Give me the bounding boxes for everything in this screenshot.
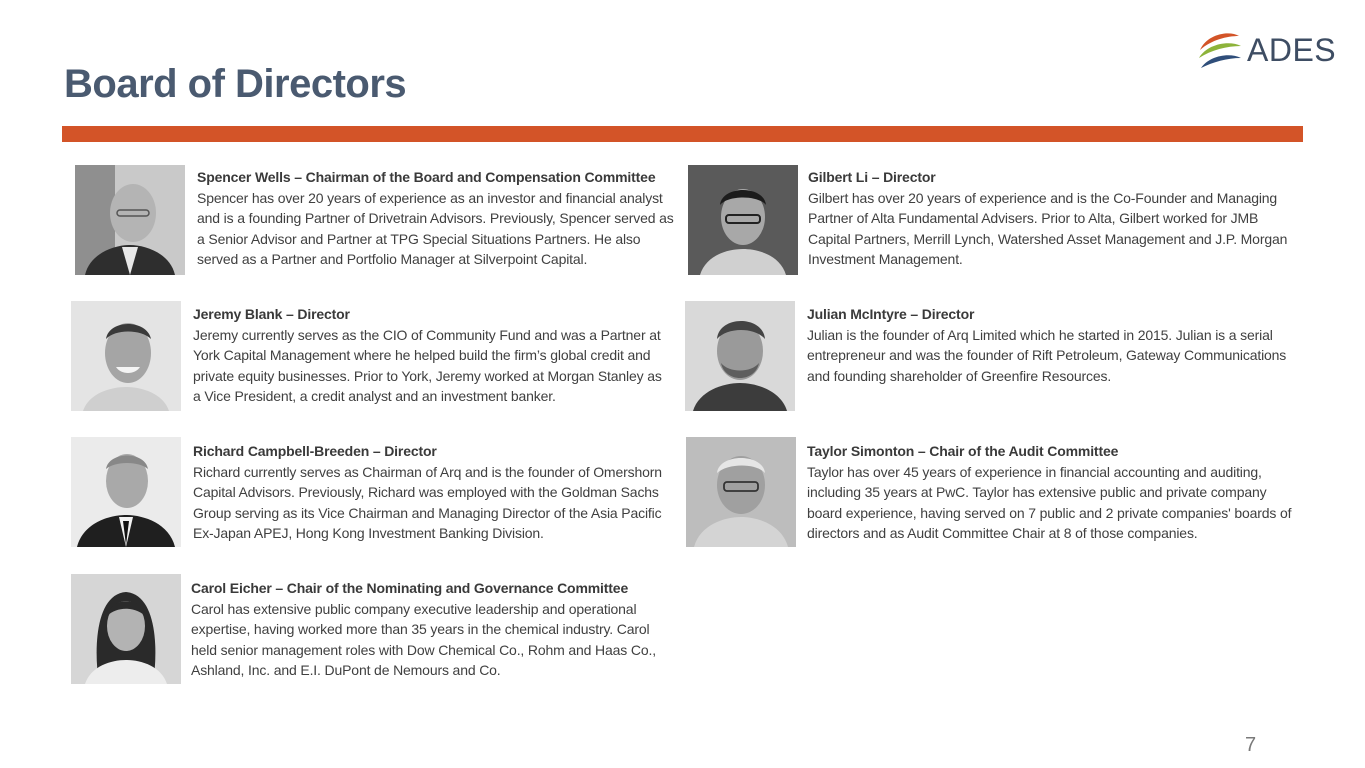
page-number: 7 [1245, 734, 1257, 756]
portrait-photo [71, 574, 181, 684]
member-name: Spencer Wells – Chairman of the Board and Compensation Committee [197, 169, 656, 185]
logo-wordmark: ADES [1247, 32, 1337, 68]
member-name: Julian McIntyre – Director [807, 306, 975, 322]
portrait-photo [686, 437, 796, 547]
member-bio: Jeremy currently serves as the CIO of Community Fund and was a Partner at York Capital Management where he helped build the firm’s global credit and private equity businesses. Prior to York, Jeremy worked at Morgan Stanley as a Vice President, a credit analyst and an investment banker. [193, 326, 662, 404]
portrait-photo [685, 301, 795, 411]
header-accent-bar [62, 126, 1303, 142]
member-bio: Richard currently serves as Chairman of Arq and is the founder of Omershorn Capital Advisors. Previously, Richard was employed with the Goldman Sachs Group serving as its Vice Chairman and Managing Director of the Asia Pacific Ex-Japan APEJ, Hong Kong Investment Banking Division. [193, 463, 662, 541]
member-name: Carol Eicher – Chair of the Nominating and Governance Committee [191, 580, 629, 596]
portrait-photo [71, 437, 181, 547]
page-title: Board of Directors [64, 62, 407, 106]
portrait-photo [71, 301, 181, 411]
member-bio: Gilbert has over 20 years of experience and is the Co-Founder and Managing Partner of Alta Fundamental Advisers. Prior to Alta, Gilbert worked for JMB Capital Partners, Merrill Lynch, Watershed Asset Management and J.P. Morgan Investment Management. [808, 189, 1288, 267]
portrait-photo [688, 165, 798, 275]
portrait-photo [75, 165, 185, 275]
member-name: Gilbert Li – Director [808, 169, 936, 185]
member-name: Richard Campbell-Breeden – Director [193, 443, 437, 459]
member-bio: Carol has extensive public company executive leadership and operational expertise, having worked more than 35 years in the chemical industry. Carol held senior management roles with Dow Chemical Co., Rohm and Haas Co., Ashland, Inc. and E.I. DuPont de Nemours and Co. [191, 600, 656, 678]
member-bio: Julian is the founder of Arq Limited which he started in 2015. Julian is a serial entrepreneur and was the founder of Rift Petroleum, Gateway Communications and founding shareholder of Greenfire Resources. [807, 326, 1287, 384]
member-bio: Taylor has over 45 years of experience in financial accounting and auditing, including 35 years at PwC. Taylor has extensive public and private company board experience, having served on 7 public and 2 private companies' boards of directors and as Audit Committee Chair at 8 of those companies. [807, 463, 1292, 541]
ades-logo-icon [1197, 28, 1245, 76]
member-bio: Spencer has over 20 years of experience as an investor and financial analyst and is a founding Partner of Drivetrain Advisors. Previously, Spencer served as a Senior Advisor and Partner at TPG Special Situations Partners. He also served as a Partner and Portfolio Manager at Silverpoint Capital. [197, 189, 674, 267]
ades-logo [1197, 28, 1337, 76]
member-name: Jeremy Blank – Director [193, 306, 350, 322]
member-name: Taylor Simonton – Chair of the Audit Committee [807, 443, 1119, 459]
